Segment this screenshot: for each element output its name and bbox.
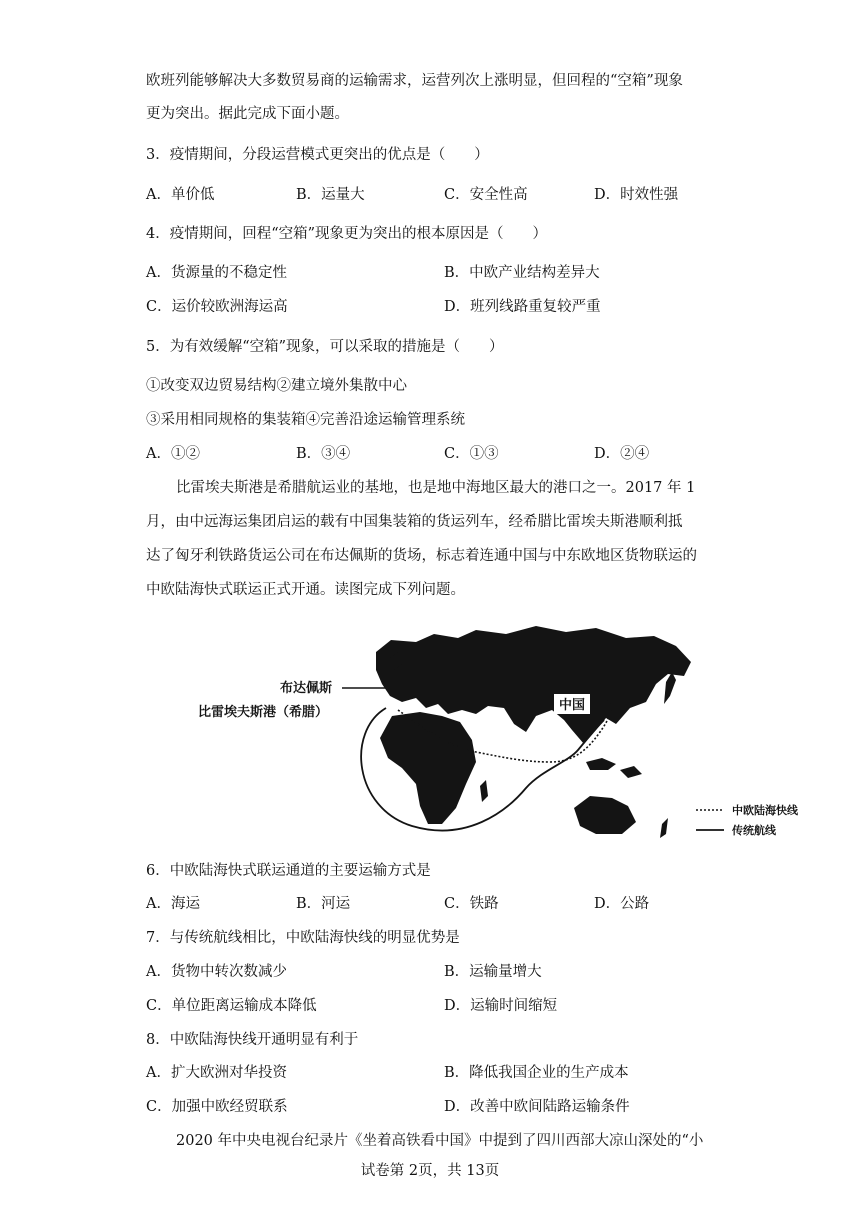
intro-line-2: 更为突出。据此完成下面小题。 [146,106,349,122]
piraeus-label: 比雷埃夫斯港（希腊） [198,705,329,720]
q7-option-d: D．运输时间缩短 [444,998,558,1014]
legend-traditional-label: 传统航线 [732,824,776,837]
question-6-stem: 6．中欧陆海快式联运通道的主要运输方式是 [146,863,431,879]
q3-option-a: A．单价低 [146,187,215,203]
q8-option-d: D．改善中欧间陆路运输条件 [444,1099,630,1115]
q7-option-a: A．货物中转次数减少 [146,964,287,980]
q3-option-d: D．时效性强 [594,187,679,203]
q5-option-a: A．①② [146,446,200,462]
legend-fast-label: 中欧陆海快线 [732,804,798,817]
q5-option-d: D．②④ [594,446,650,462]
q6-option-b: B．河运 [296,896,351,912]
q4-option-d: D．班列线路重复较严重 [444,299,601,315]
q5-statement-2: ③采用相同规格的集装箱④完善沿途运输管理系统 [146,412,465,428]
passage-line-2: 月，由中远海运集团启运的载有中国集装箱的货运列车，经希腊比雷埃夫斯港顺利抵 [146,514,683,530]
next-passage-line: 2020 年中央电视台纪录片《坐着高铁看中国》中提到了四川西部大凉山深处的“小 [176,1133,704,1149]
budapest-label: 布达佩斯 [280,681,333,696]
passage-line-4: 中欧陆海快式联运正式开通。读图完成下列问题。 [146,582,465,598]
q6-option-d: D．公路 [594,896,650,912]
q6-option-c: C．铁路 [444,896,499,912]
q8-option-a: A．扩大欧洲对华投资 [146,1065,287,1081]
passage-line-3: 达了匈牙利铁路货运公司在布达佩斯的货场，标志着连通中国与中东欧地区货物联运的 [146,548,697,564]
q6-option-a: A．海运 [146,896,200,912]
q7-option-b: B．运输量增大 [444,964,542,980]
q5-statement-1: ①改变双边贸易结构②建立境外集散中心 [146,378,407,394]
q8-option-b: B．降低我国企业的生产成本 [444,1065,629,1081]
q4-option-a: A．货源量的不稳定性 [146,265,287,281]
question-5-stem: 5．为有效缓解“空箱”现象，可以采取的措施是（ ） [146,339,504,355]
intro-line-1: 欧班列能够解决大多数贸易商的运输需求，运营列次上涨明显，但回程的“空箱”现象 [146,73,683,89]
question-7-stem: 7．与传统航线相比，中欧陆海快线的明显优势是 [146,930,460,946]
q8-option-c: C．加强中欧经贸联系 [146,1099,288,1115]
passage-line-1: 比雷埃夫斯港是希腊航运业的基地，也是地中海地区最大的港口之一。2017 年 1 [176,480,696,496]
question-3-stem: 3．疫情期间，分段运营模式更突出的优点是（ ） [146,147,489,163]
q4-option-c: C．运价较欧洲海运高 [146,299,288,315]
q5-option-b: B．③④ [296,446,351,462]
q3-option-b: B．运量大 [296,187,365,203]
page-footer: 试卷第 2页，共 13页 [360,1163,500,1179]
q5-option-c: C．①③ [444,446,499,462]
question-4-stem: 4．疫情期间，回程“空箱”现象更为突出的根本原因是（ ） [146,226,548,242]
question-8-stem: 8．中欧陆海快线开通明显有利于 [146,1032,359,1048]
q4-option-b: B．中欧产业结构差异大 [444,265,600,281]
q3-option-c: C．安全性高 [444,187,528,203]
q7-option-c: C．单位距离运输成本降低 [146,998,317,1014]
china-label: 中国 [559,698,586,713]
world-route-map [176,612,836,844]
